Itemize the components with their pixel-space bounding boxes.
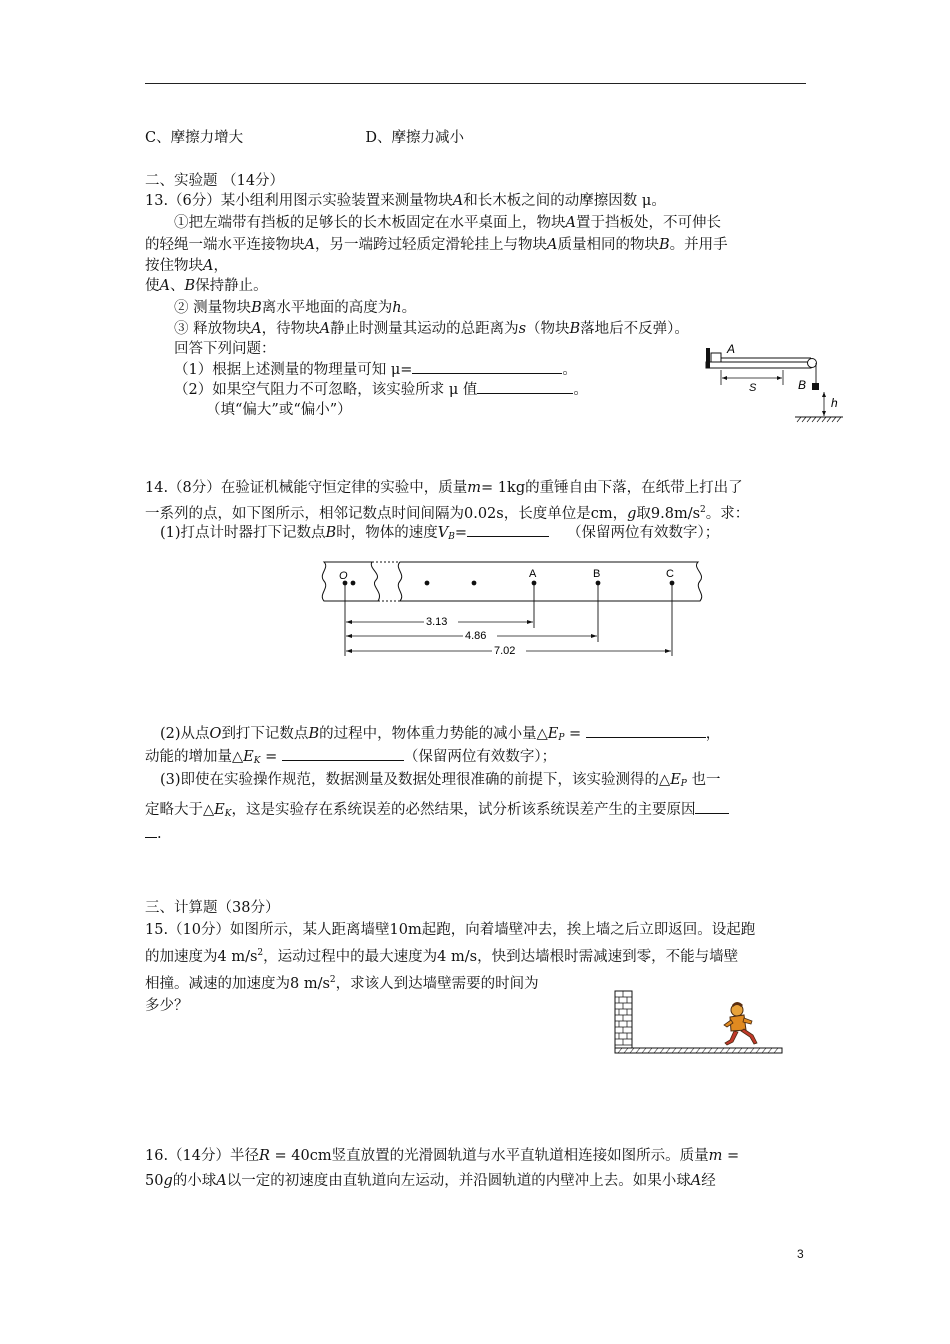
fig-label-h: h (831, 396, 838, 410)
var-g: g (163, 1173, 173, 1189)
block-b (812, 383, 819, 390)
superscript: 2 (257, 948, 264, 958)
text: （物块 (526, 321, 570, 337)
dimension-4.86 (346, 628, 597, 642)
text: ② 测量物块 (174, 300, 252, 316)
var-a: A (690, 1173, 702, 1189)
fig-label-s: S (749, 382, 757, 394)
text: 。 (573, 382, 588, 398)
block-a (711, 353, 721, 362)
subscript: K (253, 756, 261, 766)
text: 动能的增加量△ (145, 749, 244, 765)
text: = (454, 525, 467, 541)
text: 的小球 (172, 1173, 217, 1189)
text: = (722, 1148, 740, 1164)
text: 16.（14分）半径 (145, 1148, 260, 1164)
text: 。并用手 (669, 237, 728, 253)
q13-part2 (174, 379, 588, 400)
text: 取9.8m/s (636, 506, 701, 522)
var-e: E (547, 726, 559, 742)
brick-wall (615, 991, 632, 1049)
q15-line4: 多少？ (145, 998, 189, 1014)
running-man-icon (724, 1002, 757, 1045)
text: ，运动过程中的最大速度为4 m/s，快到达墙根时需减速到零，不能与墙壁 (263, 949, 739, 965)
text: = 1kg的重锤自由下落，在纸带上打出了 (481, 480, 743, 496)
q14-part3-line1 (160, 770, 720, 794)
dot (472, 581, 477, 586)
var-h: h (392, 300, 402, 316)
q16-line2 (145, 1171, 716, 1191)
header-rule (145, 83, 806, 84)
var-a: A (546, 237, 558, 253)
q13-apparatus-figure (700, 340, 850, 425)
dot (425, 581, 430, 586)
q13-step1-line4 (145, 276, 268, 296)
var-e: E (670, 772, 681, 788)
dim-label-702: 7.02 (494, 645, 516, 657)
q13-part2-hint: （填“偏大”或“偏小”） (206, 402, 352, 418)
text: 离水平地面的高度为 (261, 300, 393, 316)
q12-options (145, 128, 464, 148)
var-e: E (243, 749, 254, 765)
text: 。 (401, 300, 417, 316)
var-a: A (452, 193, 464, 209)
text: = (260, 749, 282, 765)
var-g: g (627, 506, 637, 522)
text: 定略大于△ (145, 802, 215, 818)
var-b: B (569, 321, 581, 337)
var-v: V (437, 525, 449, 541)
text: 到打下记数点 (221, 726, 309, 742)
text: 的轻绳一端水平连接物块 (145, 237, 305, 253)
q14-part1 (160, 522, 719, 547)
q13-step1-line2 (145, 235, 728, 255)
text: . (157, 826, 162, 842)
q15-line1: 15.（10分）如图所示，某人距离墙壁10m起跑，向着墙壁冲去，挨上墙之后立即返回。设起跑 (145, 922, 756, 938)
text: = (564, 726, 586, 742)
fig-label-b: B (798, 378, 807, 392)
text: ，求该人到达墙壁需要的时间为 (335, 976, 539, 992)
page-number: 3 (797, 1247, 804, 1261)
text: ， (705, 726, 721, 742)
text: （1）根据上述测量的物理量可知 μ= (174, 362, 413, 378)
text: = 40cm竖直放置的光滑圆轨道与水平直轨道相连接如图所示。质量 (269, 1148, 709, 1164)
var-a: A (319, 321, 331, 337)
q15-line2 (145, 943, 738, 967)
superscript: 2 (700, 505, 706, 515)
fig-label-a: A (727, 342, 736, 356)
var-r: R (259, 1148, 270, 1164)
q13-part1 (174, 359, 577, 380)
q15-line3 (145, 970, 539, 994)
text: ①把左端带有挡板的足够长的长木板固定在水平桌面上，物块 (174, 215, 566, 231)
text: 静止时测量其运动的总距离为 (330, 321, 519, 337)
var-m: m (708, 1148, 723, 1164)
dim-label-486: 4.86 (465, 630, 487, 642)
q14-line1 (145, 478, 743, 498)
answer-blank[interactable] (282, 746, 404, 761)
text: 的加速度为4 m/s (145, 949, 258, 965)
text: 时，物体的速度 (336, 525, 438, 541)
tape-label-c: C (666, 568, 674, 580)
dimension-7.02 (346, 643, 671, 657)
answer-blank[interactable] (467, 522, 549, 537)
var-b: B (184, 278, 196, 294)
q14-paper-tape-figure (312, 556, 714, 660)
var-a: A (159, 278, 170, 294)
q14-part3-line2 (145, 799, 729, 824)
text: 落地后不反弹）。 (580, 321, 689, 337)
tape-label-b: B (593, 568, 601, 580)
paper-tape (322, 562, 701, 601)
q15-wall-runner-figure (612, 988, 786, 1058)
var-b: B (251, 300, 262, 316)
var-b: B (325, 525, 337, 541)
text: （保留两位有效数字）； (403, 749, 557, 765)
answer-blank[interactable] (695, 799, 729, 814)
q14-line2 (145, 500, 749, 524)
q13-stem-text: 13.（6分）某小组利用图示实验装置来测量物块 (145, 193, 453, 209)
var-m: m (467, 480, 482, 496)
text: ，另一端跨过轻质定滑轮挂上与物块 (314, 237, 547, 253)
text: （2）如果空气阻力不可忽略，该实验所求 μ 值 (174, 382, 478, 398)
q14-part3-line3 (145, 823, 162, 844)
q13-stem-text-2: 和长木板之间的动摩擦因数 μ。 (463, 193, 666, 209)
var-o: O (209, 726, 222, 742)
section-2-title: 二、实验题 （14分） (145, 173, 285, 189)
subscript: K (224, 809, 232, 819)
q13-step2 (174, 298, 416, 318)
option-c: C、摩擦力增大 (145, 130, 244, 146)
dimension-3.13 (346, 614, 533, 628)
section-3-title: 三、计算题（38分） (145, 900, 280, 916)
text: 相撞。减速的加速度为8 m/s (145, 976, 330, 992)
text: 以一定的初速度由直轨道向左运动，并沿圆轨道的内壁冲上去。如果小球 (226, 1173, 691, 1189)
text: 保持静止。 (195, 278, 268, 294)
text: 的过程中，物体重力势能的减小量△ (319, 726, 548, 742)
text: 也一 (686, 772, 721, 788)
var-a: A (216, 1173, 227, 1189)
q13-step3 (174, 319, 689, 339)
answer-blank[interactable] (477, 379, 573, 394)
text: 14.（8分）在验证机械能守恒定律的实验中，质量 (145, 480, 468, 496)
text: ，这是实验存在系统误差的必然结果，试分析该系统误差产生的主要原因 (231, 802, 696, 818)
q14-part2-line2 (145, 746, 556, 771)
var-b: B (308, 726, 320, 742)
text: ，待物块 (261, 321, 320, 337)
pulley (808, 359, 817, 368)
var-e: E (214, 802, 225, 818)
var-s: s (518, 321, 527, 337)
text: 。求： (705, 506, 750, 522)
q13-answer-intro: 回答下列问题： (174, 341, 276, 357)
tape-label-a: A (529, 568, 537, 580)
text: 经 (701, 1173, 716, 1189)
text: (2)从点 (160, 726, 210, 742)
option-d: D、摩擦力减小 (365, 130, 464, 146)
superscript: 2 (329, 975, 336, 985)
answer-blank[interactable] (145, 823, 157, 838)
q16-line1 (145, 1146, 739, 1166)
dim-label-313: 3.13 (426, 616, 448, 628)
var-a: A (304, 237, 315, 253)
subscript: P (558, 733, 565, 743)
q13-stem (145, 191, 666, 211)
text: 。 (562, 362, 577, 378)
q13-step1-line3 (145, 256, 228, 276)
q14-part2-line1 (160, 723, 720, 748)
text: 按住物块 (145, 258, 203, 274)
var-b: B (658, 237, 670, 253)
text: 50 (145, 1173, 164, 1189)
text: ， (213, 258, 228, 274)
answer-blank[interactable] (412, 359, 562, 374)
text: ③ 释放物块 (174, 321, 252, 337)
subscript: P (680, 779, 687, 789)
text: 质量相同的物块 (557, 237, 659, 253)
var-a: A (203, 258, 214, 274)
ground-track (615, 1048, 782, 1053)
subscript: B (448, 532, 455, 542)
var-a: A (565, 215, 576, 231)
text: 一系列的点，如下图所示，相邻记数点时间间隔为0.02s，长度单位是cm， (145, 506, 628, 522)
height-h-marker (822, 392, 826, 416)
var-a: A (251, 321, 262, 337)
tape-label-o: O (339, 570, 348, 582)
dot (351, 581, 356, 586)
answer-blank[interactable] (586, 723, 706, 738)
text: 置于挡板处，不可伸长 (575, 215, 721, 231)
q13-step1-line1 (174, 213, 721, 233)
text: （保留两位有效数字）； (566, 525, 720, 541)
text: (3)即使在实验操作规范，数据测量及数据处理很准确的前提下，该实验测得的△ (160, 772, 671, 788)
text: 、 (169, 278, 185, 294)
text: 使 (145, 278, 160, 294)
ground (795, 417, 843, 422)
text: (1)打点计时器打下记数点 (160, 525, 326, 541)
